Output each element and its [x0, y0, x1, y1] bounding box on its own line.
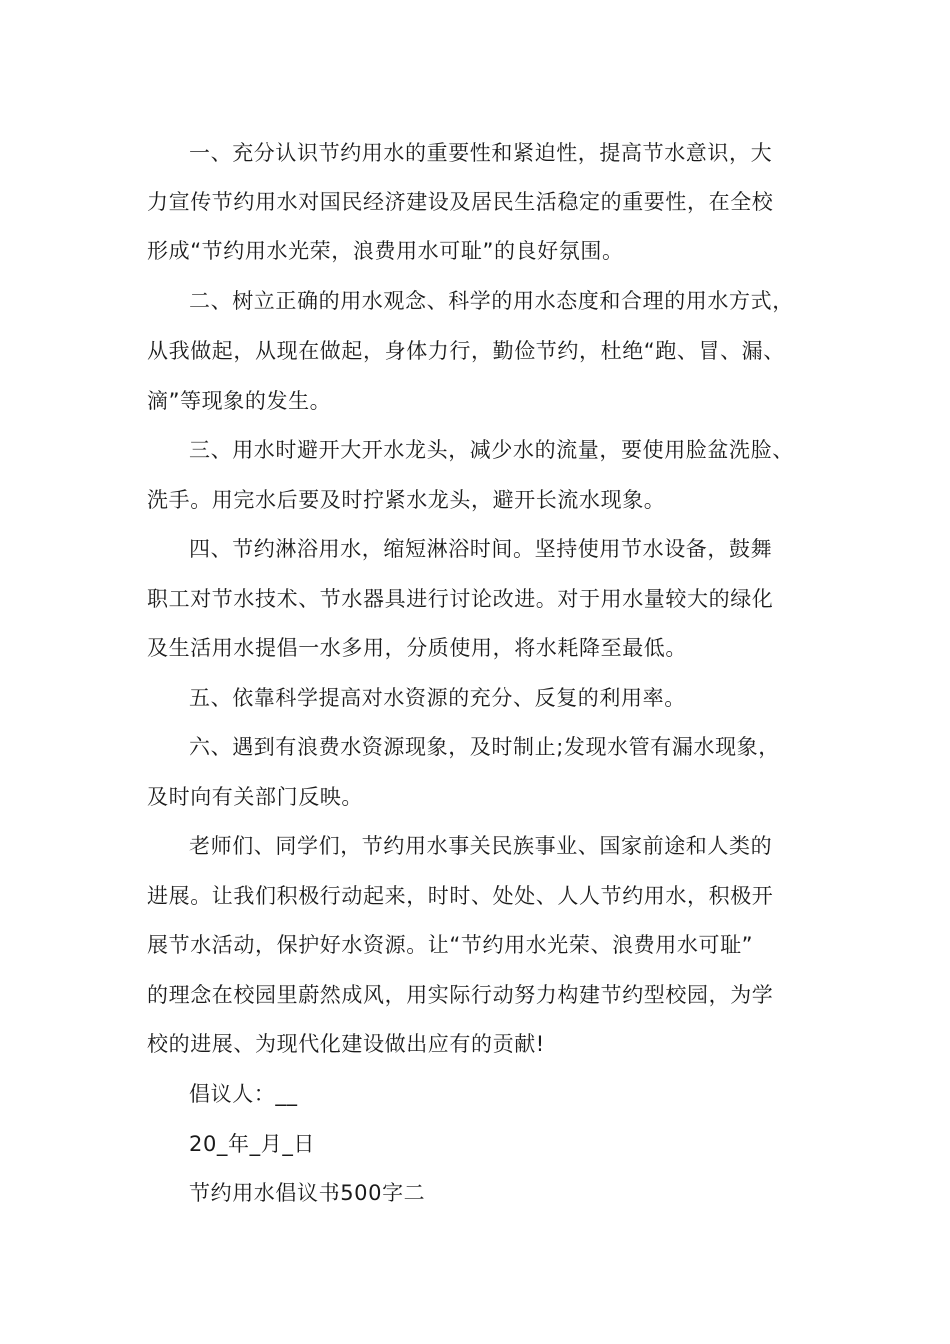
initiator-line: 倡议人：__	[189, 1082, 298, 1106]
paragraph-7-line-3: 展节水活动，保护好水资源。让“节约用水光荣、浪费用水可耻”	[147, 933, 754, 957]
paragraph-6-line-2: 及时向有关部门反映。	[147, 785, 363, 809]
paragraph-7-line-2: 进展。让我们积极行动起来，时时、处处、人人节约用水，积极开	[147, 884, 774, 908]
paragraph-2-line-3: 滴”等现象的发生。	[147, 389, 332, 413]
paragraph-3-line-1: 三、用水时避开大开水龙头，减少水的流量，要使用脸盆洗脸、	[189, 438, 794, 462]
paragraph-7-line-1: 老师们、同学们，节约用水事关民族事业、国家前途和人类的	[189, 834, 773, 858]
paragraph-7-line-4: 的理念在校园里蔚然成风，用实际行动努力构建节约型校园，为学	[147, 983, 774, 1007]
paragraph-7-line-5: 校的进展、为现代化建设做出应有的贡献!	[147, 1032, 545, 1056]
paragraph-5-line-1: 五、依靠科学提高对水资源的充分、反复的利用率。	[189, 686, 686, 710]
paragraph-4-line-1: 四、节约淋浴用水，缩短淋浴时间。坚持使用节水设备，鼓舞	[189, 537, 773, 561]
paragraph-1-line-3: 形成“节约用水光荣，浪费用水可耻”的良好氛围。	[147, 239, 624, 263]
paragraph-3-line-2: 洗手。用完水后要及时拧紧水龙头，避开长流水现象。	[147, 488, 666, 512]
paragraph-2-line-2: 从我做起，从现在做起，身体力行，勤俭节约，杜绝“跑、冒、漏、	[147, 339, 785, 363]
next-section-title: 节约用水倡议书500字二	[189, 1181, 426, 1205]
paragraph-4-line-2: 职工对节水技术、节水器具进行讨论改进。对于用水量较大的绿化	[147, 587, 774, 611]
date-line: 20_年_月_日	[189, 1132, 316, 1156]
paragraph-1-line-2: 力宣传节约用水对国民经济建设及居民生活稳定的重要性，在全校	[147, 190, 774, 214]
paragraph-1-line-1: 一、充分认识节约用水的重要性和紧迫性，提高节水意识，大	[189, 141, 773, 165]
paragraph-4-line-3: 及生活用水提倡一水多用，分质使用，将水耗降至最低。	[147, 636, 687, 660]
paragraph-2-line-1: 二、树立正确的用水观念、科学的用水态度和合理的用水方式，	[189, 289, 794, 313]
paragraph-6-line-1: 六、遇到有浪费水资源现象，及时制止;发现水管有漏水现象，	[189, 735, 780, 759]
